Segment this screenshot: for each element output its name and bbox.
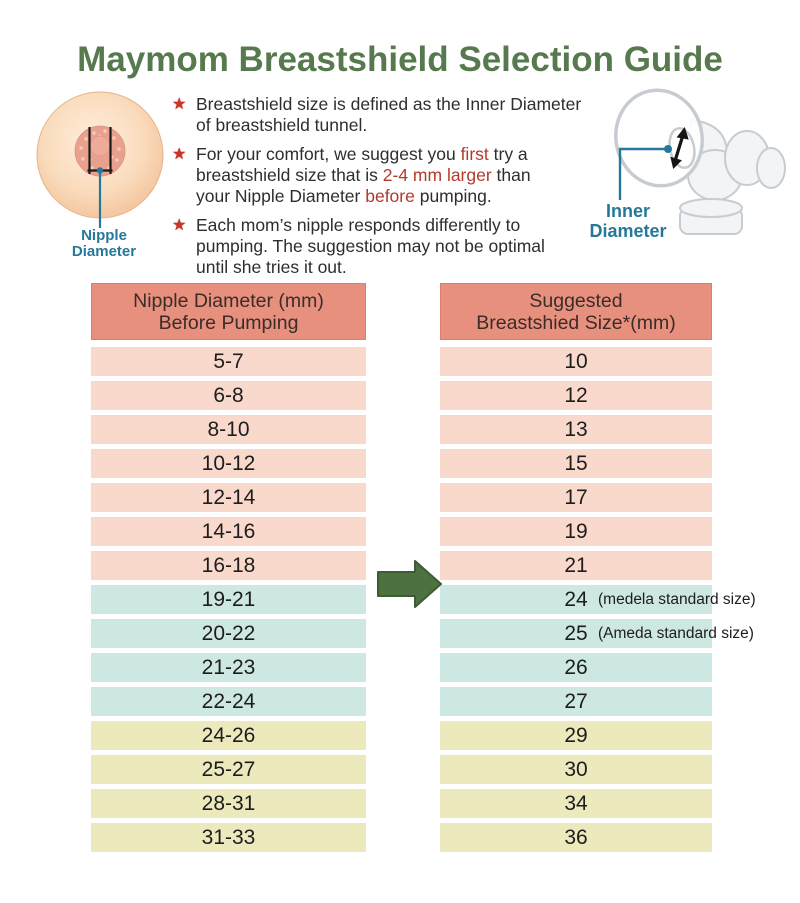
table-row: [91, 653, 770, 682]
bullet-text: For your comfort, we suggest you first try a breastshield size that is 2-4 mm larger than your Nipple Diameter before pumping.: [196, 144, 531, 206]
breast-illustration: [34, 89, 166, 229]
inner-diameter-label: Inner Diameter: [589, 201, 667, 241]
star-bullet-icon: ★: [172, 217, 187, 234]
nipple-range-cell: 24-26: [91, 721, 366, 750]
size-cell: 27: [440, 687, 712, 716]
size-note: (Ameda standard size): [598, 624, 754, 642]
size-cell: 26: [440, 653, 712, 682]
pointer-dot: [664, 145, 672, 153]
right-arrow-icon: [377, 559, 443, 609]
table-row: [91, 381, 770, 410]
nipple-range-cell: 22-24: [91, 687, 366, 716]
size-cell: 24 (medela standard size): [440, 585, 712, 614]
bullet-item: [172, 215, 608, 278]
nipple-circle: [90, 136, 110, 156]
nipple-range-cell: 12-14: [91, 483, 366, 512]
table-row: [91, 823, 770, 852]
nipple-range-cell: 19-21: [91, 585, 366, 614]
page-title: Maymom Breastshield Selection Guide: [77, 40, 723, 79]
nipple-range-cell: 25-27: [91, 755, 366, 784]
table-row: [91, 449, 770, 478]
nipple-range-cell: 28-31: [91, 789, 366, 818]
star-bullet-icon: ★: [172, 146, 187, 163]
size-cell: 34: [440, 789, 712, 818]
bullet-item: [172, 144, 608, 207]
star-bullet-icon: ★: [172, 96, 187, 113]
table-row: [91, 755, 770, 784]
table-row: [91, 347, 770, 376]
table-row: [91, 789, 770, 818]
suggested-size-header: Suggested Breastshied Size*(mm): [440, 283, 712, 340]
table-row: [91, 415, 770, 444]
size-cell: 30: [440, 755, 712, 784]
table-row: [91, 619, 770, 648]
intro-bullets: [172, 94, 608, 286]
size-cell: 12: [440, 381, 712, 410]
size-cell: 21: [440, 551, 712, 580]
bullet-text: Each mom’s nipple responds differently to pumping. The suggestion may not be optimal until she tries it out.: [196, 215, 545, 277]
size-table: [91, 283, 770, 852]
size-cell: 13: [440, 415, 712, 444]
nipple-range-cell: 10-12: [91, 449, 366, 478]
table-row: [91, 483, 770, 512]
nipple-diameter-header: Nipple Diameter (mm) Before Pumping: [91, 283, 366, 340]
size-cell: 19: [440, 517, 712, 546]
nipple-range-cell: 5-7: [91, 347, 366, 376]
size-cell: 25 (Ameda standard size): [440, 619, 712, 648]
size-cell: 29: [440, 721, 712, 750]
size-note: (medela standard size): [598, 590, 756, 608]
nipple-range-cell: 21-23: [91, 653, 366, 682]
nipple-range-cell: 16-18: [91, 551, 366, 580]
nipple-diameter-label: Nipple Diameter: [71, 227, 137, 260]
table-row: [91, 687, 770, 716]
size-cell: 36: [440, 823, 712, 852]
size-cell: 15: [440, 449, 712, 478]
table-row: [91, 517, 770, 546]
nipple-range-cell: 8-10: [91, 415, 366, 444]
size-cell: 17: [440, 483, 712, 512]
table-row: [91, 721, 770, 750]
size-cell: 10: [440, 347, 712, 376]
bullet-item: [172, 94, 608, 136]
nipple-range-cell: 20-22: [91, 619, 366, 648]
nipple-range-cell: 14-16: [91, 517, 366, 546]
table-header-row: [91, 283, 770, 340]
pointer-dot: [97, 167, 103, 173]
nipple-range-cell: 31-33: [91, 823, 366, 852]
nipple-range-cell: 6-8: [91, 381, 366, 410]
bullet-text: Breastshield size is defined as the Inner Diameter of breastshield tunnel.: [196, 94, 582, 135]
